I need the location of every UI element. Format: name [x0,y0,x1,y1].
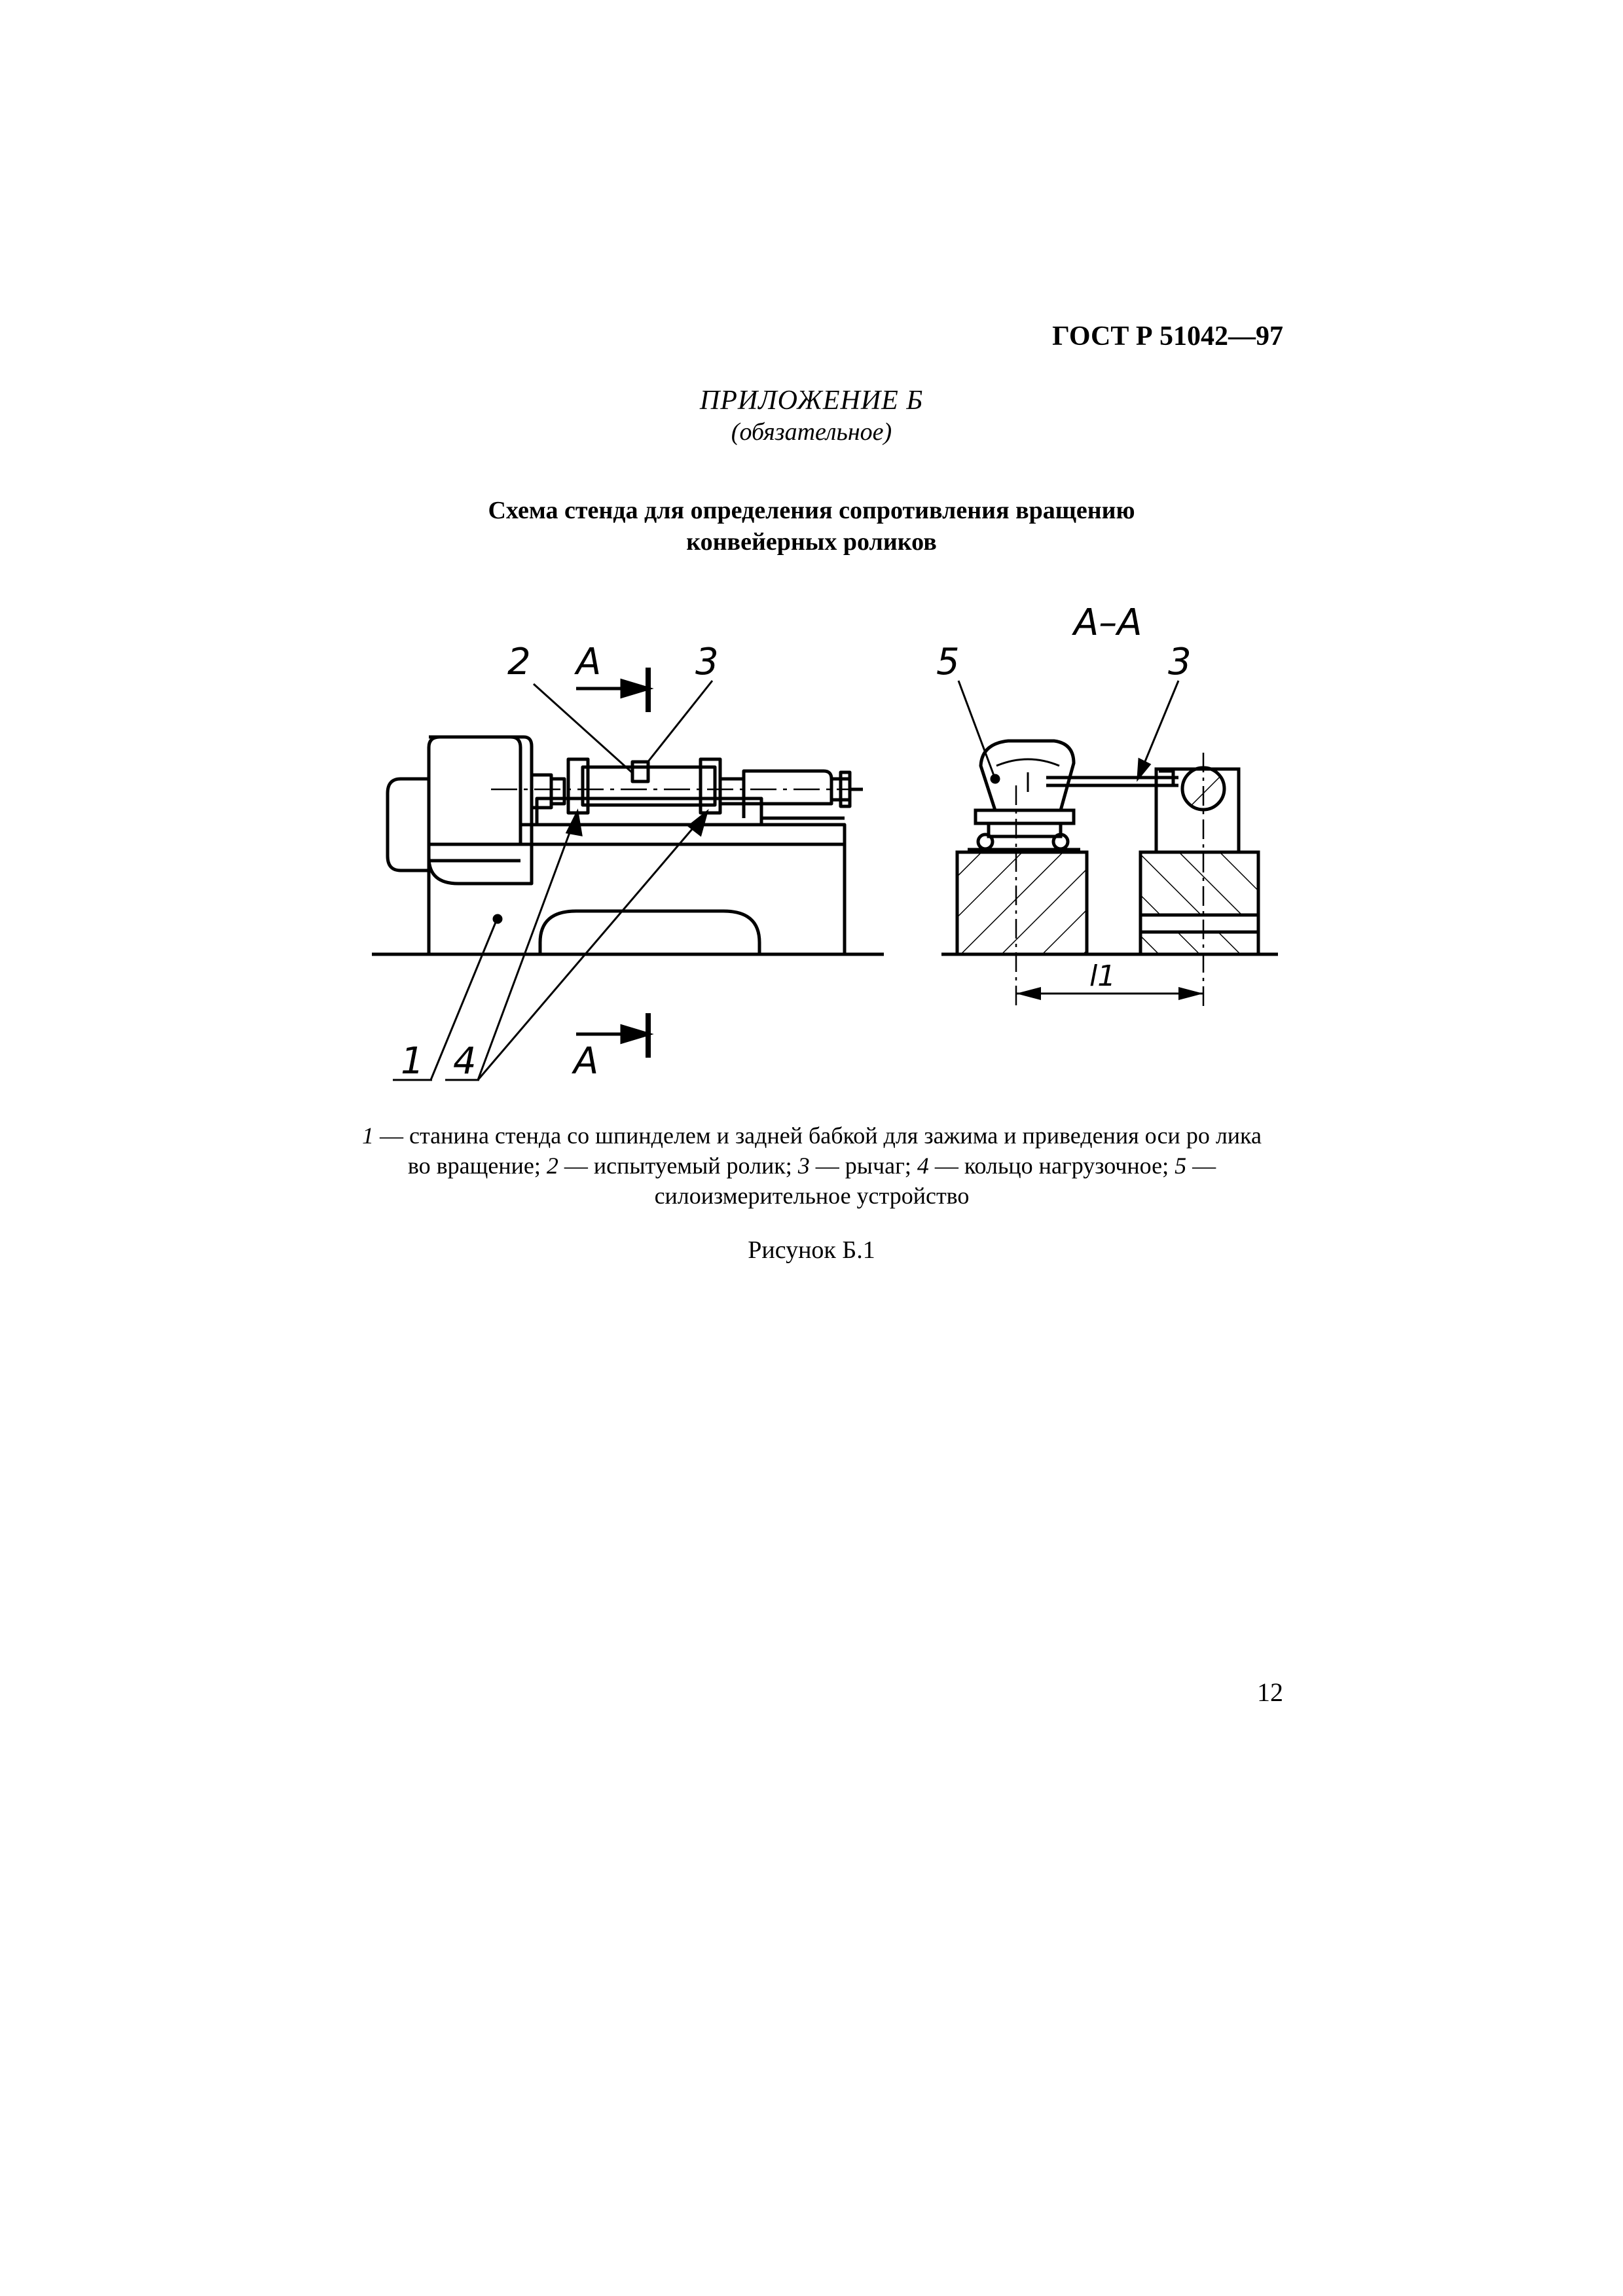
legend-text-2: — испытуемый ролик; [558,1153,798,1179]
legend-num-3: 3 [797,1153,810,1179]
support-block-right [1140,852,1258,954]
dimension-label: l1 [1089,960,1116,993]
standard-header: ГОСТ Р 51042—97 [1052,321,1283,351]
legend-text-3: — рычаг; [809,1153,917,1179]
label-section-view: А–А [1074,601,1142,644]
figure-title-line-1: Схема стенда для определения сопротивления вращению [488,497,1135,524]
motor-cover [388,779,429,870]
spindle [532,775,551,808]
legend-text-4: — кольцо нагрузочное; [928,1153,1175,1179]
legend-num-5: 5 [1175,1153,1187,1179]
callout-4: 4 [453,1040,477,1083]
callout-3: 3 [695,641,719,683]
label-section-mark-top: А [576,641,602,683]
leader-4a [478,812,577,1080]
legend-num-1: 1 [362,1122,374,1149]
legend-text-1: — станина стенда со шпинделем и задней бабкой для зажима и приведения оси ро лика во вращение; [374,1122,1262,1179]
callout-5: 5 [936,641,960,683]
scale-platform [976,810,1074,823]
figure-title-line-2: конвейерных роликов [686,528,937,556]
support-block-left [957,852,1087,954]
legend-num-4: 4 [917,1153,929,1179]
appendix-title: ПРИЛОЖЕНИЕ Б [699,386,924,416]
page-number: 12 [1257,1677,1283,1707]
legend-text-5: — силоизмерительное устройство [654,1153,1216,1209]
legend-num-2: 2 [546,1153,558,1179]
leader-3 [647,681,712,763]
lever [632,762,648,781]
callout-2: 2 [507,641,531,683]
callout-3-section: 3 [1168,641,1192,683]
headstock-body [429,737,520,844]
base-arch [540,911,759,954]
leader-5 [958,681,995,779]
appendix-status: (обязательное) [731,418,892,446]
label-section-mark-bottom: А [574,1040,599,1083]
figure-caption: Рисунок Б.1 [748,1236,875,1264]
figure-legend [354,1121,1270,1211]
callout-1: 1 [401,1040,424,1083]
